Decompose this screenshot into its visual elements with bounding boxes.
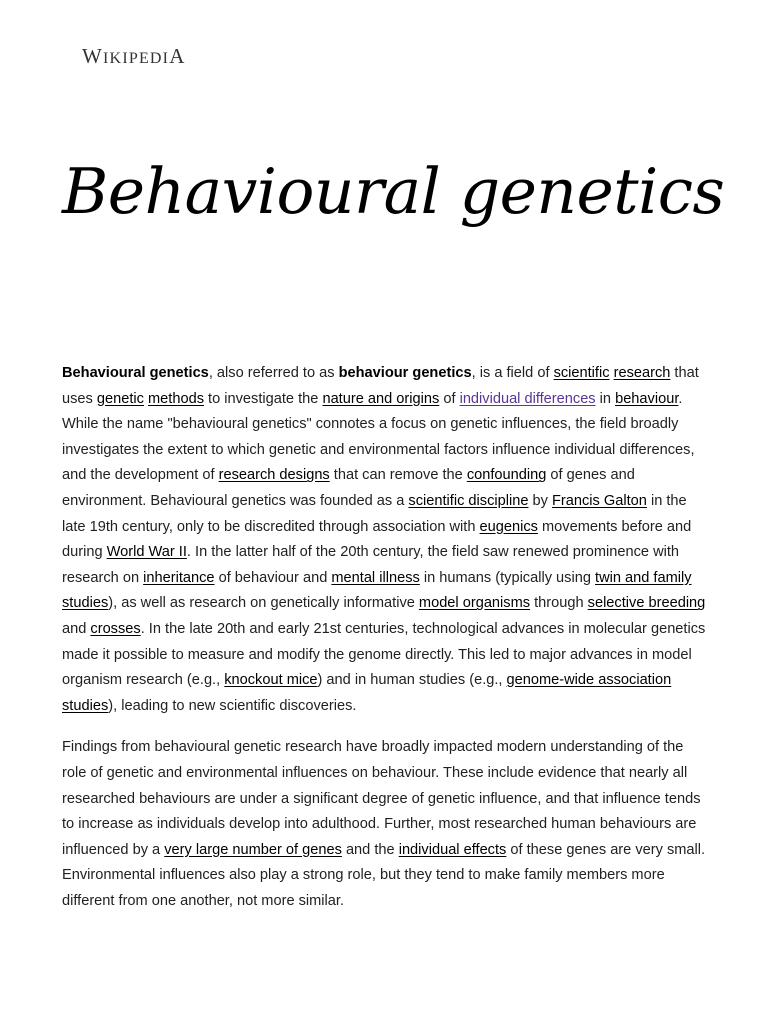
link-scientific-discipline[interactable]: scientific discipline <box>408 492 529 509</box>
text: . While the name "behavioural genetics" connotes a focus on genetic influences, the field broadly investigates the extent to which genetic and environmental factors influence individual differences, and the development of <box>62 390 695 484</box>
text: , also referred to as <box>208 365 339 381</box>
text: in <box>595 390 616 407</box>
text: of these genes are very small. Environmental influences also play a strong role, but they tend to make family members more different from one another, not more similar. <box>62 841 706 909</box>
text: of genes and environment. Behavioural genetics was founded as a <box>62 467 635 509</box>
link-scientific[interactable]: scientific <box>553 365 610 381</box>
bold-term-behaviour-genetics: behaviour genetics <box>338 365 472 381</box>
text: by <box>528 492 552 509</box>
page-title: Behavioural genetics <box>62 155 725 228</box>
text: ), as well as research on genetically informative <box>108 595 419 612</box>
text: . In the latter half of the 20th century, the field saw renewed prominence with research on <box>62 544 680 586</box>
text: in humans (typically using <box>419 569 596 586</box>
link-mental-illness[interactable]: mental illness <box>331 569 420 586</box>
text: of behaviour and <box>214 569 332 586</box>
link-nature-and-origins[interactable]: nature and origins <box>322 390 440 407</box>
text: in the late 19th century, only to be discredited through association with <box>62 492 687 535</box>
text: to investigate the <box>204 390 323 407</box>
link-research[interactable]: research <box>613 365 671 381</box>
link-very-large-number-of-genes[interactable]: very large number of genes <box>164 841 342 858</box>
text: through <box>530 595 588 612</box>
text: ) and in human studies (e.g., <box>317 672 507 689</box>
link-model-organisms[interactable]: model organisms <box>418 595 531 612</box>
link-genetic[interactable]: genetic <box>96 390 144 407</box>
link-selective-breeding[interactable]: selective breeding <box>587 595 706 612</box>
logo-ikipedi: IKIPEDI <box>103 50 170 67</box>
link-crosses[interactable]: crosses <box>90 620 141 637</box>
link-individual-differences[interactable]: individual differences <box>459 390 596 407</box>
link-individual-effects[interactable]: individual effects <box>398 841 507 858</box>
text: of <box>439 390 460 407</box>
paragraph-2 <box>62 735 708 914</box>
article-body <box>62 361 708 914</box>
link-behaviour[interactable]: behaviour <box>615 390 679 407</box>
link-francis-galton[interactable]: Francis Galton <box>552 492 647 509</box>
link-knockout-mice[interactable]: knockout mice <box>224 672 318 689</box>
logo-w: W <box>82 44 104 68</box>
text: and <box>62 620 91 637</box>
link-twin-and-family-studies[interactable]: twin and family studies <box>62 569 692 612</box>
link-research-designs[interactable]: research designs <box>218 467 330 484</box>
link-eugenics[interactable]: eugenics <box>479 518 538 535</box>
bold-term-behavioural-genetics: Behavioural genetics <box>62 365 209 381</box>
text: and the <box>341 841 399 858</box>
logo-a: A <box>169 44 186 68</box>
text: ), leading to new scientific discoveries. <box>108 697 357 714</box>
wikipedia-wordmark[interactable] <box>82 43 186 72</box>
paragraph-1 <box>62 361 708 719</box>
text: Findings from behavioural genetic research have broadly impacted modern understanding of the role of genetic and environmental influences on behaviour. These include evidence that nearly all researched behaviours are under a significant degree of genetic influence, and that influence tends to increase as individuals develop into adulthood. Further, most researched human behaviours are influenced by a <box>62 739 701 858</box>
link-confounding[interactable]: confounding <box>466 467 547 484</box>
link-methods[interactable]: methods <box>148 390 204 407</box>
link-world-war-ii[interactable]: World War II <box>106 544 187 561</box>
text: , is a field of <box>471 365 554 381</box>
text: movements before and during <box>62 518 692 561</box>
text: that uses <box>62 365 699 407</box>
text: that can remove the <box>329 467 467 484</box>
text: . In the late 20th and early 21st centuries, technological advances in molecular genetics made it possible to measure and modify the genome directly. This led to major advances in model organism research (e.g., <box>62 620 706 689</box>
link-inheritance[interactable]: inheritance <box>143 569 215 586</box>
link-genome-wide-association-studies[interactable]: genome-wide association studies <box>62 672 672 714</box>
